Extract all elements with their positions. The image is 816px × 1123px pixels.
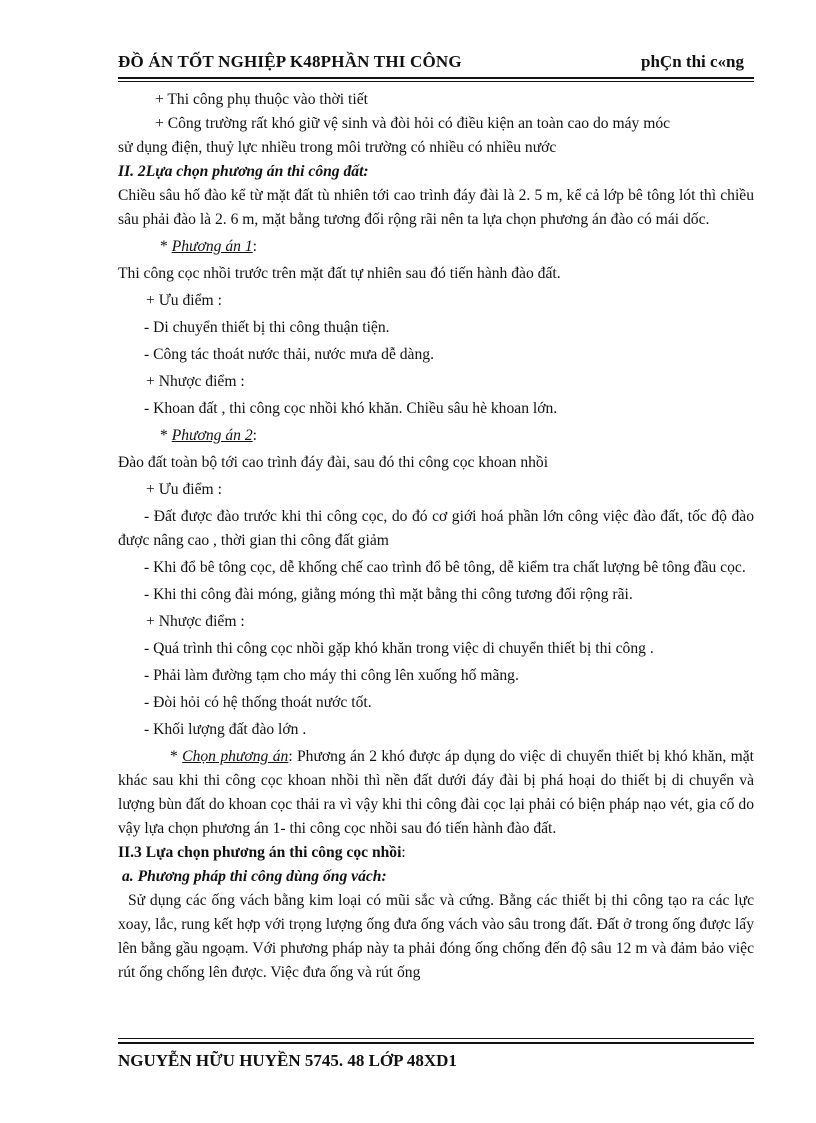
footer-rule [118,1042,754,1044]
list-item: - Đòi hỏi có hệ thống thoát nước tốt. [144,694,372,711]
bullet-star: * [170,748,183,765]
list-item: - Đất được đào trước khi thi công cọc, do đó cơ giới hoá phần lớn công việc đào đất, tốc độ đào được nâng cao , thời gian thi công đất giảm [118,508,754,549]
option-label: Phương án 1 [171,238,253,255]
list-heading: + Nhược điểm : [146,613,245,630]
header-rule [118,77,754,79]
option-heading [118,424,754,448]
list-item: - Quá trình thi công cọc nhồi gặp khó khăn trong việc di chuyển thiết bị thi công . [144,640,654,657]
list-heading: + Nhược điểm : [146,373,245,390]
list-heading: + Ưu điểm : [146,292,222,309]
option-heading [118,235,754,259]
choice-label: Chọn phương án [182,748,289,765]
paragraph: + Thi công phụ thuộc vào thời tiết [155,91,368,108]
section-heading [118,841,754,865]
header-rule-thin [118,81,754,82]
option-label: Phương án 2 [171,427,253,444]
list-item: - Khi thi công đài móng, giằng móng thì mặt bằng thi công tương đối rộng rãi. [144,586,633,603]
bullet-star: * [160,427,172,444]
paragraph: Chiều sâu hố đào kể từ mặt đất tù nhiên tới cao trình đáy đài là 2. 5 m, kể cả lớp bê tông lót thì chiều sâu phải đào là 2. 6 m, mặt bằng tương đối rộng rãi nên ta lựa chọn phương án đào có mái dốc. [118,187,754,228]
paragraph: sử dụng điện, thuỷ lực nhiều trong môi trường có nhiều có nhiều nước [118,139,557,156]
list-item: - Khi đổ bê tông cọc, dễ khống chế cao trình đổ bê tông, dễ kiểm tra chất lượng bê tông đầu cọc. [144,559,746,576]
list-item: - Di chuyển thiết bị thi công thuận tiện. [144,319,390,336]
subsection-heading: a. Phương pháp thi công dùng ống vách: [122,868,387,885]
bullet-star: * [160,238,172,255]
colon: : [252,238,257,255]
colon: : [401,844,406,861]
header-title: ĐỒ ÁN TỐT NGHIỆP K48PHẦN THI CÔNG [118,52,462,71]
conclusion-paragraph [118,745,754,841]
list-item: - Công tác thoát nước thải, nước mưa dễ dàng. [144,346,434,363]
section-heading: II. 2Lựa chọn phương án thi công đất: [118,163,369,180]
footer-rule-thin [118,1038,754,1039]
page-header [118,52,754,78]
colon: : [252,427,257,444]
header-section: phÇn thi c«ng [641,52,744,71]
section-heading-text: II.3 Lựa chọn phương án thi công cọc nhồi [118,844,402,861]
paragraph: Sử dụng các ống vách bằng kim loại có mũi sắc và cứng. Bằng các thiết bị thi công tạo ra các lực xoay, lắc, rung kết hợp với trọng lượng ống đưa ống vách vào sâu trong đất. Đất ở trong ống được lấy lên bằng gầu ngoạm. Với phương pháp này ta phải đóng ống chống đến độ sâu 12 m và đảm bảo việc rút ống chống lên được. Việc đưa ống và rút ống [118,892,754,981]
paragraph: + Công trường rất khó giữ vệ sinh và đòi hỏi có điều kiện an toàn cao do máy móc [155,115,671,132]
list-item: - Khoan đất , thi công cọc nhồi khó khăn. Chiều sâu hè khoan lớn. [144,400,558,417]
paragraph: Đào đất toàn bộ tới cao trình đáy đài, sau đó thi công cọc khoan nhồi [118,454,549,471]
list-item: - Phải làm đường tạm cho máy thi công lên xuống hố mãng. [144,667,519,684]
document-body [118,88,754,985]
paragraph: Thi công cọc nhồi trước trên mặt đất tự nhiên sau đó tiến hành đào đất. [118,265,561,282]
list-heading: + Ưu điểm : [146,481,222,498]
list-item: - Khối lượng đất đào lớn . [144,721,307,738]
choice-text: : Phương án 2 khó được áp dụng do việc di chuyển thiết bị khó khăn, mặt khác sau khi thi công cọc khoan nhồi thì nền đất dưới đáy đài bị phá hoại do thiết bị di chuyển và lượng bùn đất do khoan cọc thải ra vì vậy khi thi công đài cọc lại phải có biện pháp nạo vét, gia cố do vậy lựa chọn phương án 1- thi công cọc nhồi sau đó tiến hành đào đất. [118,748,755,837]
page-footer: NGUYỄN HỮU HUYỀN 5745. 48 LỚP 48XD1 [118,1051,457,1070]
